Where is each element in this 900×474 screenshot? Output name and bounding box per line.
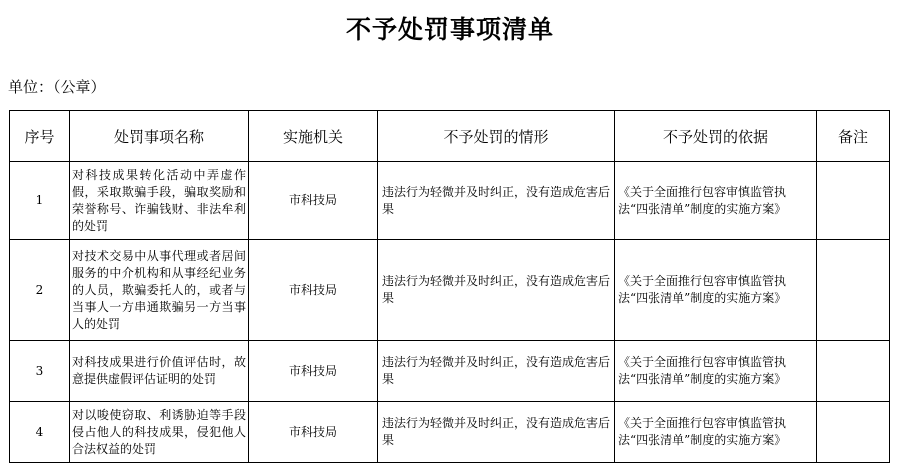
header-name: 处罚事项名称 — [70, 111, 249, 162]
cell-agency: 市科技局 — [249, 341, 378, 402]
cell-basis: 《关于全面推行包容审慎监管执法“四张清单”制度的实施方案》 — [615, 402, 817, 463]
items-table — [9, 110, 890, 463]
cell-remark — [817, 240, 890, 341]
cell-basis: 《关于全面推行包容审慎监管执法“四张清单”制度的实施方案》 — [615, 240, 817, 341]
cell-situation: 违法行为轻微并及时纠正，没有造成危害后果 — [378, 402, 615, 463]
cell-seq: 1 — [10, 162, 70, 240]
header-seq: 序号 — [10, 111, 70, 162]
cell-situation: 违法行为轻微并及时纠正，没有造成危害后果 — [378, 341, 615, 402]
cell-agency: 市科技局 — [249, 240, 378, 341]
cell-basis: 《关于全面推行包容审慎监管执法“四张清单”制度的实施方案》 — [615, 341, 817, 402]
cell-agency: 市科技局 — [249, 162, 378, 240]
header-remark: 备注 — [817, 111, 890, 162]
cell-agency: 市科技局 — [249, 402, 378, 463]
cell-seq: 3 — [10, 341, 70, 402]
unit-label: 单位：（公章） — [8, 78, 106, 96]
cell-situation: 违法行为轻微并及时纠正，没有造成危害后果 — [378, 162, 615, 240]
header-agency: 实施机关 — [249, 111, 378, 162]
cell-name: 对以唆使窃取、利诱胁迫等手段侵占他人的科技成果，侵犯他人合法权益的处罚 — [70, 402, 249, 463]
cell-name: 对科技成果进行价值评估时，故意提供虚假评估证明的处罚 — [70, 341, 249, 402]
page-title: 不予处罚事项清单 — [345, 15, 554, 44]
header-basis: 不予处罚的依据 — [615, 111, 817, 162]
cell-seq: 2 — [10, 240, 70, 341]
table-header-row — [10, 111, 890, 162]
cell-situation: 违法行为轻微并及时纠正，没有造成危害后果 — [378, 240, 615, 341]
cell-remark — [817, 162, 890, 240]
table-row — [10, 341, 890, 402]
table-row — [10, 240, 890, 341]
cell-basis: 《关于全面推行包容审慎监管执法“四张清单”制度的实施方案》 — [615, 162, 817, 240]
table-row — [10, 162, 890, 240]
cell-remark — [817, 341, 890, 402]
header-situation: 不予处罚的情形 — [378, 111, 615, 162]
cell-seq: 4 — [10, 402, 70, 463]
table-row — [10, 402, 890, 463]
cell-remark — [817, 402, 890, 463]
cell-name: 对科技成果转化活动中弄虚作假，采取欺骗手段，骗取奖励和荣誉称号、诈骗钱财、非法牟利的处罚 — [70, 162, 249, 240]
cell-name: 对技术交易中从事代理或者居间服务的中介机构和从事经纪业务的人员，欺骗委托人的，或者与当事人一方串通欺骗另一方当事人的处罚 — [70, 240, 249, 341]
